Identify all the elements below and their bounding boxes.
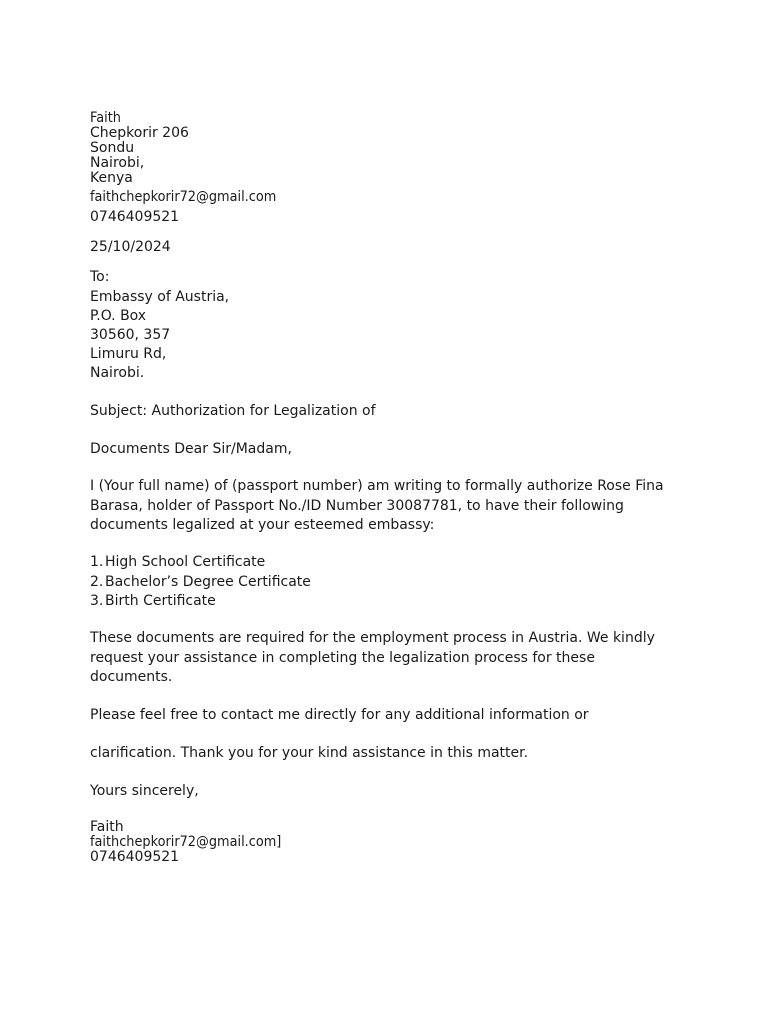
recipient-city: Nairobi. (90, 365, 145, 381)
list-item-label: Bachelor’s Degree Certificate (105, 573, 311, 590)
body-paragraph-3: Please feel free to contact me directly for any additional information or (90, 707, 589, 723)
list-item (90, 592, 311, 612)
recipient-code: 30560, 357 (90, 327, 171, 343)
documents-list (90, 553, 311, 612)
sender-address-line2: Sondu (90, 140, 135, 156)
letter-date: 25/10/2024 (90, 239, 171, 255)
list-item-label: High School Certificate (105, 554, 266, 570)
letter-page (90, 0, 680, 1024)
signature-email: faithchepkorir72@gmail.com] (90, 834, 282, 850)
letter-salutation: Documents Dear Sir/Madam, (90, 441, 292, 457)
letter-subject: Subject: Authorization for Legalization of (90, 403, 376, 419)
list-item-label: Birth Certificate (105, 593, 216, 609)
sender-name: Faith (90, 110, 121, 126)
recipient-name: Embassy of Austria, (90, 289, 230, 305)
letter-closing: Yours sincerely, (90, 783, 199, 799)
recipient-road: Limuru Rd, (90, 346, 167, 362)
recipient-po-box: P.O. Box (90, 308, 147, 324)
signature-name: Faith (90, 819, 124, 835)
body-paragraph-1: I (Your full name) of (passport number) am writing to formally authorize Rose Fina Barasa, holder of Passport No./ID Number 30087781, to have their following documents legalized at your esteemed embassy: (90, 478, 664, 533)
list-item-number: 1. (90, 554, 104, 570)
signature-phone: 0746409521 (90, 849, 180, 865)
sender-email: faithchepkorir72@gmail.com (90, 189, 277, 205)
list-item-number: 3. (90, 593, 104, 609)
sender-address-line1: Chepkorir 206 (90, 125, 189, 141)
list-item-number: 2. (90, 573, 104, 590)
sender-city: Nairobi, (90, 155, 145, 171)
list-item (90, 553, 311, 573)
sender-country: Kenya (90, 170, 133, 186)
body-paragraph-2: These documents are required for the employment process in Austria. We kindly request your assistance in completing the legalization process for these documents. (90, 630, 655, 685)
sender-phone: 0746409521 (90, 209, 180, 225)
recipient-to-label: To: (90, 269, 110, 285)
list-item (90, 573, 311, 593)
body-paragraph-4: clarification. Thank you for your kind assistance in this matter. (90, 745, 529, 761)
